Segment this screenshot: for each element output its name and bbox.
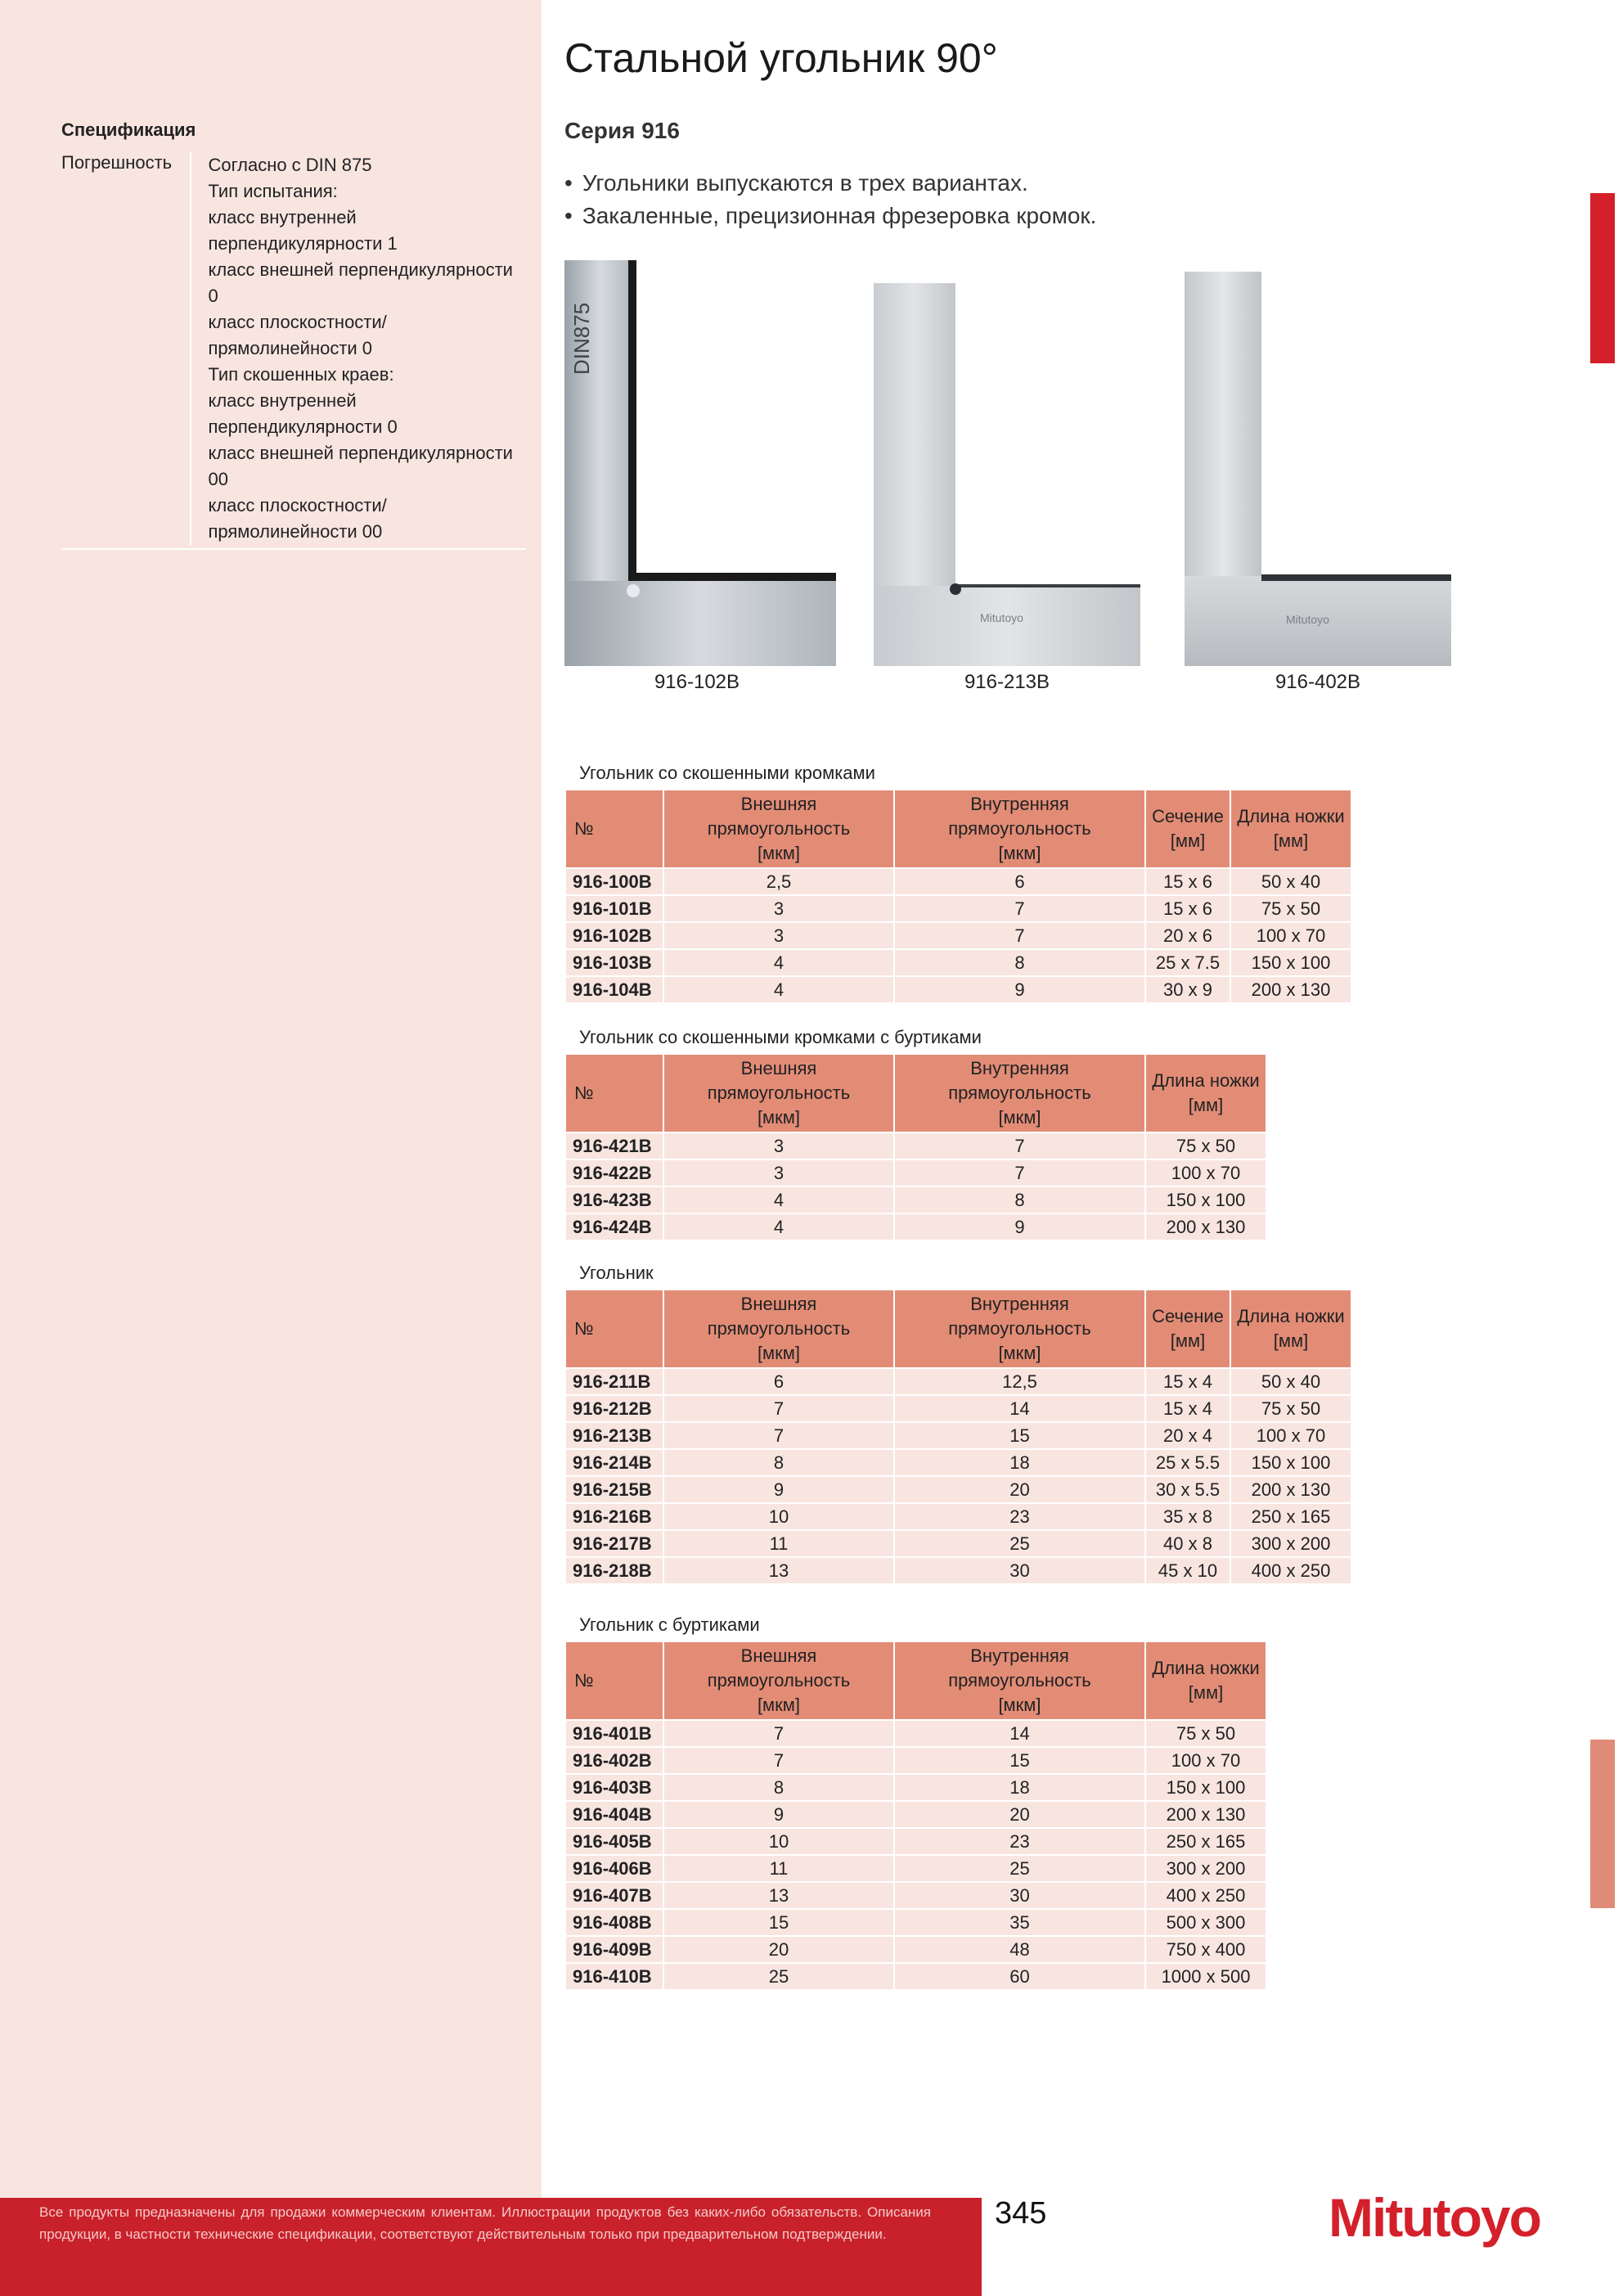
cell-value: 30 x 5.5 <box>1145 1476 1230 1503</box>
table-row <box>565 1449 1351 1476</box>
cell-value: 10 <box>663 1503 894 1530</box>
cell-value: 300 x 200 <box>1145 1855 1266 1882</box>
cell-value: 250 x 165 <box>1230 1503 1351 1530</box>
engraving-text: Mitutoyo <box>980 611 1023 624</box>
cell-code: 916-402B <box>565 1747 663 1774</box>
feature-item: • Угольники выпускаются в трех вариантах. <box>564 167 1096 200</box>
table-row <box>565 1557 1351 1584</box>
spec-table <box>564 1289 1352 1585</box>
spec-line: класс внутренней перпендикулярности 1 <box>208 207 398 254</box>
table-row <box>565 1936 1266 1963</box>
cell-value: 150 x 100 <box>1230 1449 1351 1476</box>
table-row <box>565 1395 1351 1422</box>
table-row <box>565 1213 1266 1240</box>
cell-value: 6 <box>663 1368 894 1395</box>
spec-line: класс плоскостности/прямолинейности 0 <box>208 312 387 358</box>
cell-value: 9 <box>663 1801 894 1828</box>
cell-value: 150 x 100 <box>1230 949 1351 976</box>
cell-value: 15 x 4 <box>1145 1395 1230 1422</box>
spec-line: класс внешней перпендикулярности 0 <box>208 259 513 306</box>
cell-value: 11 <box>663 1855 894 1882</box>
header-length: Длина ножки [мм] <box>1145 1641 1266 1720</box>
cell-value: 48 <box>894 1936 1145 1963</box>
spec-line: Согласно с DIN 875 <box>208 155 372 175</box>
cell-code: 916-212B <box>565 1395 663 1422</box>
cell-code: 916-404B <box>565 1801 663 1828</box>
cell-value: 20 x 4 <box>1145 1422 1230 1449</box>
table-row <box>565 1186 1266 1213</box>
table-row <box>565 1720 1266 1747</box>
cell-value: 10 <box>663 1828 894 1855</box>
engraving-text: DIN875 <box>569 302 594 375</box>
cell-value: 4 <box>663 976 894 1003</box>
cell-code: 916-407B <box>565 1882 663 1909</box>
cell-value: 14 <box>894 1720 1145 1747</box>
cell-code: 916-409B <box>565 1936 663 1963</box>
cell-value: 75 x 50 <box>1145 1132 1266 1159</box>
cell-value: 20 x 6 <box>1145 922 1230 949</box>
footer-disclaimer: Все продукты предназначены для продажи коммерческим клиентам. Иллюстрации продуктов без каких-либо обязательств. Описания продукции, в частности технические спецификации, соответствуют действительным только при предварительном подтверждении. <box>39 2204 931 2242</box>
cell-code: 916-217B <box>565 1530 663 1557</box>
cell-value: 750 x 400 <box>1145 1936 1266 1963</box>
cell-value: 200 x 130 <box>1145 1801 1266 1828</box>
table-beveled <box>564 763 1352 1004</box>
cell-value: 18 <box>894 1774 1145 1801</box>
table-row <box>565 1747 1266 1774</box>
cell-value: 75 x 50 <box>1230 895 1351 922</box>
cell-value: 25 <box>663 1963 894 1990</box>
cell-value: 9 <box>894 1213 1145 1240</box>
cell-code: 916-215B <box>565 1476 663 1503</box>
cell-value: 7 <box>663 1422 894 1449</box>
cell-value: 9 <box>894 976 1145 1003</box>
cell-value: 3 <box>663 895 894 922</box>
cell-code: 916-406B <box>565 1855 663 1882</box>
cell-value: 15 <box>894 1422 1145 1449</box>
cell-value: 200 x 130 <box>1145 1213 1266 1240</box>
cell-value: 75 x 50 <box>1145 1720 1266 1747</box>
spec-line: Тип испытания: <box>208 181 338 201</box>
cell-code: 916-401B <box>565 1720 663 1747</box>
table-square <box>564 1263 1352 1585</box>
cell-value: 8 <box>663 1774 894 1801</box>
cell-value: 15 x 4 <box>1145 1368 1230 1395</box>
cell-value: 20 <box>894 1801 1145 1828</box>
cell-value: 7 <box>894 922 1145 949</box>
cell-code: 916-100B <box>565 868 663 895</box>
cell-code: 916-424B <box>565 1213 663 1240</box>
cell-code: 916-104B <box>565 976 663 1003</box>
spec-values <box>191 152 526 545</box>
cell-value: 150 x 100 <box>1145 1774 1266 1801</box>
table-row <box>565 1828 1266 1855</box>
cell-value: 100 x 70 <box>1230 922 1351 949</box>
spec-row-accuracy <box>61 152 526 550</box>
cell-value: 9 <box>663 1476 894 1503</box>
header-outer: Внешняя прямоугольность [мкм] <box>663 1641 894 1720</box>
spec-line: Тип скошенных краев: <box>208 364 394 385</box>
cell-value: 3 <box>663 922 894 949</box>
table-caption: Угольник со скошенными кромками <box>579 763 875 783</box>
cell-value: 4 <box>663 949 894 976</box>
page-title: Стальной угольник 90° <box>564 35 998 81</box>
mitutoyo-logo: Mitutoyo <box>1329 2187 1540 2248</box>
table-row <box>565 949 1351 976</box>
cell-code: 916-216B <box>565 1503 663 1530</box>
cell-code: 916-408B <box>565 1909 663 1936</box>
cell-value: 35 x 8 <box>1145 1503 1230 1530</box>
cell-value: 15 x 6 <box>1145 895 1230 922</box>
product-image-916-102B <box>564 260 836 666</box>
cell-code: 916-218B <box>565 1557 663 1584</box>
cell-code: 916-422B <box>565 1159 663 1186</box>
cell-code: 916-410B <box>565 1963 663 1990</box>
header-length: Длина ножки [мм] <box>1230 790 1351 868</box>
feature-item: • Закаленные, прецизионная фрезеровка кромок. <box>564 200 1096 232</box>
cell-value: 23 <box>894 1828 1145 1855</box>
cell-value: 30 x 9 <box>1145 976 1230 1003</box>
header-section: Сечение [мм] <box>1145 1290 1230 1368</box>
cell-value: 23 <box>894 1503 1145 1530</box>
spec-title: Спецификация <box>61 119 196 140</box>
cell-value: 14 <box>894 1395 1145 1422</box>
table-row <box>565 1882 1266 1909</box>
section-tab-pink <box>1590 1740 1615 1908</box>
table-row <box>565 868 1351 895</box>
header-section: Сечение [мм] <box>1145 790 1230 868</box>
product-label: 916-213B <box>964 671 1050 693</box>
cell-value: 50 x 40 <box>1230 1368 1351 1395</box>
cell-value: 75 x 50 <box>1230 1395 1351 1422</box>
header-outer: Внешняя прямоугольность [мкм] <box>663 1054 894 1132</box>
header-outer: Внешняя прямоугольность [мкм] <box>663 790 894 868</box>
cell-code: 916-102B <box>565 922 663 949</box>
spec-table <box>564 789 1352 1004</box>
table-row <box>565 1774 1266 1801</box>
cell-value: 400 x 250 <box>1230 1557 1351 1584</box>
cell-code: 916-211B <box>565 1368 663 1395</box>
cell-value: 200 x 130 <box>1230 1476 1351 1503</box>
cell-value: 7 <box>663 1747 894 1774</box>
cell-value: 18 <box>894 1449 1145 1476</box>
cell-value: 11 <box>663 1530 894 1557</box>
product-image-916-213B <box>874 283 1140 666</box>
header-num: № <box>565 1054 663 1132</box>
cell-value: 60 <box>894 1963 1145 1990</box>
cell-value: 15 <box>894 1747 1145 1774</box>
table-row <box>565 1132 1266 1159</box>
cell-value: 50 x 40 <box>1230 868 1351 895</box>
table-row <box>565 1801 1266 1828</box>
table-flanged <box>564 1614 1267 1991</box>
cell-value: 25 <box>894 1855 1145 1882</box>
cell-value: 7 <box>894 895 1145 922</box>
product-label: 916-102B <box>654 671 740 693</box>
cell-value: 300 x 200 <box>1230 1530 1351 1557</box>
cell-value: 13 <box>663 1557 894 1584</box>
table-row <box>565 922 1351 949</box>
table-beveled-flanged <box>564 1027 1267 1241</box>
cell-value: 35 <box>894 1909 1145 1936</box>
cell-value: 150 x 100 <box>1145 1186 1266 1213</box>
table-row <box>565 1909 1266 1936</box>
table-row <box>565 1855 1266 1882</box>
header-inner: Внутренняя прямоугольность [мкм] <box>894 790 1145 868</box>
header-inner: Внутренняя прямоугольность [мкм] <box>894 1290 1145 1368</box>
cell-value: 20 <box>894 1476 1145 1503</box>
spec-line: класс плоскостности/прямолинейности 00 <box>208 495 387 542</box>
header-inner: Внутренняя прямоугольность [мкм] <box>894 1054 1145 1132</box>
table-row <box>565 1530 1351 1557</box>
cell-value: 12,5 <box>894 1368 1145 1395</box>
cell-value: 15 x 6 <box>1145 868 1230 895</box>
cell-value: 20 <box>663 1936 894 1963</box>
cell-value: 15 <box>663 1909 894 1936</box>
cell-value: 3 <box>663 1159 894 1186</box>
header-num: № <box>565 790 663 868</box>
cell-value: 500 x 300 <box>1145 1909 1266 1936</box>
feature-list <box>564 167 1096 232</box>
table-row <box>565 895 1351 922</box>
cell-value: 40 x 8 <box>1145 1530 1230 1557</box>
table-row <box>565 1368 1351 1395</box>
cell-value: 25 <box>894 1530 1145 1557</box>
product-label: 916-402B <box>1275 671 1361 693</box>
spec-table <box>564 1641 1267 1991</box>
cell-value: 7 <box>663 1720 894 1747</box>
cell-value: 4 <box>663 1186 894 1213</box>
spec-table <box>564 1053 1267 1241</box>
table-row <box>565 1476 1351 1503</box>
cell-value: 7 <box>663 1395 894 1422</box>
spec-line: класс внешней перпендикулярности 00 <box>208 443 513 489</box>
cell-value: 25 x 7.5 <box>1145 949 1230 976</box>
cell-value: 13 <box>663 1882 894 1909</box>
cell-code: 916-101B <box>565 895 663 922</box>
cell-value: 100 x 70 <box>1145 1159 1266 1186</box>
cell-code: 916-423B <box>565 1186 663 1213</box>
spec-line: класс внутренней перпендикулярности 0 <box>208 390 398 437</box>
cell-value: 45 x 10 <box>1145 1557 1230 1584</box>
spec-label: Погрешность <box>61 152 191 545</box>
header-length: Длина ножки [мм] <box>1145 1054 1266 1132</box>
cell-value: 100 x 70 <box>1230 1422 1351 1449</box>
page-number: 345 <box>995 2196 1047 2231</box>
cell-value: 7 <box>894 1132 1145 1159</box>
cell-value: 250 x 165 <box>1145 1828 1266 1855</box>
table-row <box>565 1422 1351 1449</box>
cell-value: 6 <box>894 868 1145 895</box>
series-heading: Серия 916 <box>564 118 680 143</box>
cell-value: 8 <box>894 949 1145 976</box>
cell-value: 25 x 5.5 <box>1145 1449 1230 1476</box>
table-row <box>565 1159 1266 1186</box>
header-inner: Внутренняя прямоугольность [мкм] <box>894 1641 1145 1720</box>
cell-value: 400 x 250 <box>1145 1882 1266 1909</box>
cell-code: 916-421B <box>565 1132 663 1159</box>
table-caption: Угольник с буртиками <box>579 1614 760 1635</box>
cell-code: 916-214B <box>565 1449 663 1476</box>
specification-block <box>61 119 526 550</box>
header-num: № <box>565 1290 663 1368</box>
table-caption: Угольник со скошенными кромками с буртиками <box>579 1027 982 1047</box>
cell-value: 200 x 130 <box>1230 976 1351 1003</box>
cell-value: 8 <box>894 1186 1145 1213</box>
header-outer: Внешняя прямоугольность [мкм] <box>663 1290 894 1368</box>
table-caption: Угольник <box>579 1263 654 1283</box>
cell-value: 100 x 70 <box>1145 1747 1266 1774</box>
header-num: № <box>565 1641 663 1720</box>
cell-code: 916-103B <box>565 949 663 976</box>
cell-value: 30 <box>894 1882 1145 1909</box>
header-length: Длина ножки [мм] <box>1230 1290 1351 1368</box>
section-tab-red <box>1590 193 1615 363</box>
cell-value: 7 <box>894 1159 1145 1186</box>
table-row <box>565 976 1351 1003</box>
product-image-916-402B <box>1185 272 1451 666</box>
cell-value: 4 <box>663 1213 894 1240</box>
engraving-text: Mitutoyo <box>1286 613 1329 626</box>
cell-value: 1000 x 500 <box>1145 1963 1266 1990</box>
table-row <box>565 1963 1266 1990</box>
cell-value: 8 <box>663 1449 894 1476</box>
cell-code: 916-405B <box>565 1828 663 1855</box>
cell-value: 2,5 <box>663 868 894 895</box>
cell-value: 3 <box>663 1132 894 1159</box>
cell-value: 30 <box>894 1557 1145 1584</box>
table-row <box>565 1503 1351 1530</box>
cell-code: 916-213B <box>565 1422 663 1449</box>
cell-code: 916-403B <box>565 1774 663 1801</box>
